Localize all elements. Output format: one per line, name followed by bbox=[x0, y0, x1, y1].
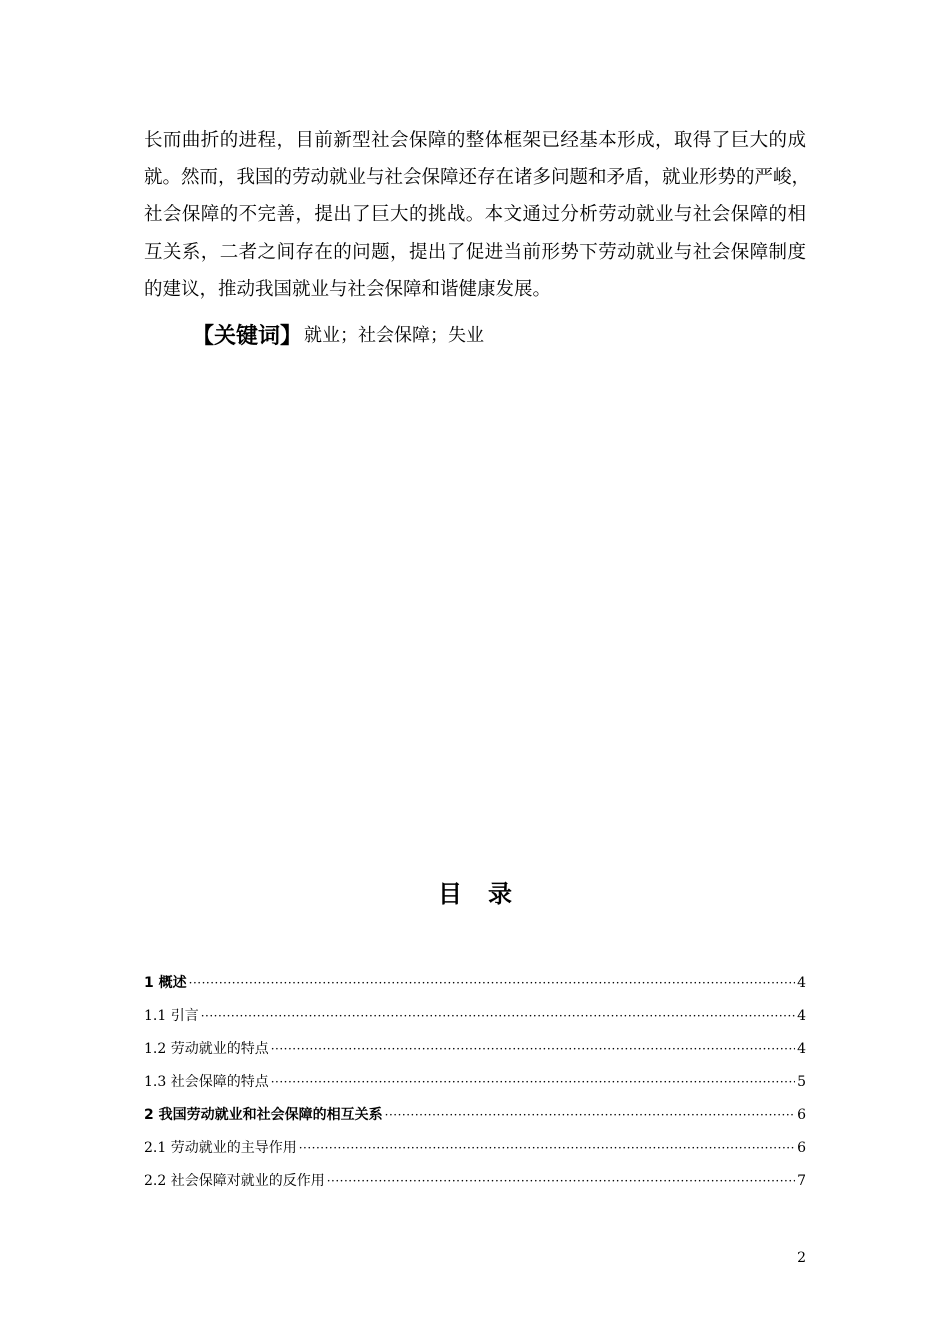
toc-entry-page: 4 bbox=[797, 1041, 806, 1057]
toc-entry-label: 1 概述 bbox=[144, 975, 187, 991]
toc-entry[interactable] bbox=[144, 967, 806, 1000]
toc-entry-page: 4 bbox=[797, 975, 806, 991]
toc-entry-page: 5 bbox=[797, 1074, 806, 1090]
toc-dot-leader bbox=[327, 1165, 795, 1198]
toc-dot-leader bbox=[189, 967, 795, 1000]
toc-entry-label: 2 我国劳动就业和社会保障的相互关系 bbox=[144, 1107, 383, 1123]
abstract-line: 的建议，推动我国就业与社会保障和谐健康发展。 bbox=[144, 278, 552, 300]
toc-dot-leader bbox=[385, 1099, 795, 1132]
abstract-line: 社会保障的不完善，提出了巨大的挑战。本文通过分析劳动就业与社会保障的相 bbox=[144, 204, 806, 226]
toc-dot-leader bbox=[271, 1066, 795, 1099]
toc-entry-page: 6 bbox=[797, 1107, 806, 1123]
toc-dot-leader bbox=[201, 1000, 795, 1033]
abstract-line: 长而曲折的进程，目前新型社会保障的整体框架已经基本形成，取得了巨大的成 bbox=[144, 130, 806, 151]
toc-entry[interactable] bbox=[144, 1066, 806, 1099]
toc-title: 目录 bbox=[438, 880, 538, 908]
keywords-line bbox=[192, 316, 484, 352]
abstract-line: 就。然而，我国的劳动就业与社会保障还存在诸多问题和矛盾，就业形势的严峻， bbox=[144, 167, 811, 189]
toc-dot-leader bbox=[299, 1132, 795, 1165]
toc-dot-leader bbox=[271, 1033, 795, 1066]
toc-entry-label: 1.1 引言 bbox=[144, 1008, 199, 1024]
page-number: 2 bbox=[797, 1250, 806, 1266]
abstract-paragraph bbox=[144, 122, 811, 308]
table-of-contents bbox=[144, 967, 806, 1198]
abstract-line: 互关系，二者之间存在的问题，提出了促进当前形势下劳动就业与社会保障制度 bbox=[144, 241, 806, 263]
toc-entry-label: 1.3 社会保障的特点 bbox=[144, 1074, 269, 1090]
toc-entry[interactable] bbox=[144, 1099, 806, 1132]
keywords-label: 【关键词】 bbox=[192, 323, 303, 349]
toc-entry-page: 4 bbox=[797, 1008, 806, 1024]
toc-entry-label: 2.1 劳动就业的主导作用 bbox=[144, 1140, 297, 1156]
toc-entry-label: 2.2 社会保障对就业的反作用 bbox=[144, 1173, 325, 1189]
toc-entry[interactable] bbox=[144, 1000, 806, 1033]
toc-entry[interactable] bbox=[144, 1132, 806, 1165]
toc-entry-label: 1.2 劳动就业的特点 bbox=[144, 1041, 269, 1057]
toc-entry-page: 7 bbox=[797, 1173, 806, 1189]
toc-entry[interactable] bbox=[144, 1033, 806, 1066]
keywords-value: 就业；社会保障；失业 bbox=[304, 325, 485, 346]
toc-entry[interactable] bbox=[144, 1165, 806, 1198]
toc-entry-page: 6 bbox=[797, 1140, 806, 1156]
